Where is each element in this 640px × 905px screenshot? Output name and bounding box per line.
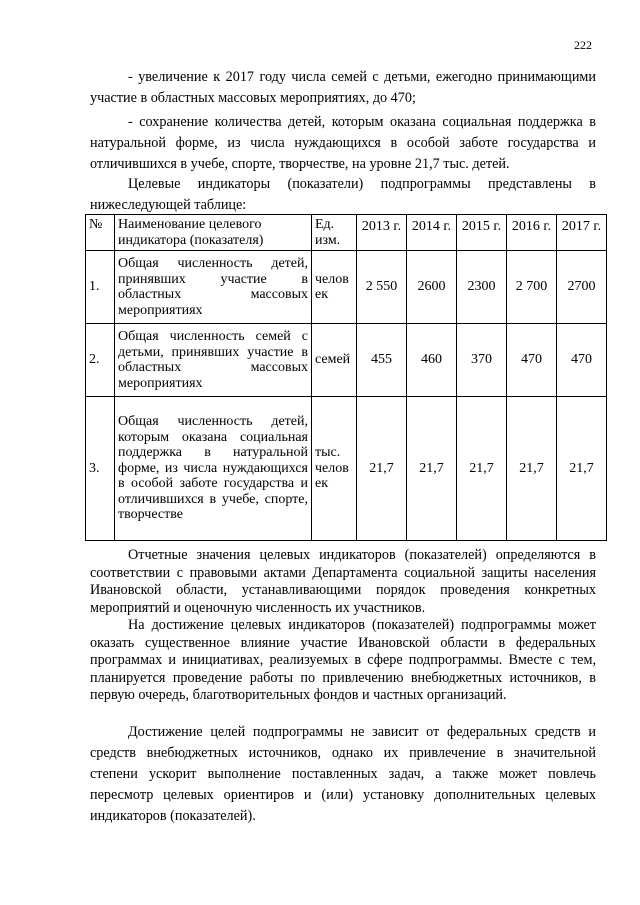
row-value-2016: 470: [507, 324, 557, 397]
row-value-2014: 460: [407, 324, 457, 397]
row-value-2017: 470: [557, 324, 607, 397]
row-value-2013: 455: [357, 324, 407, 397]
row-num: 2.: [86, 324, 115, 397]
header-name: Наименование целевого индикатора (показателя): [115, 215, 312, 251]
page-number: 222: [574, 38, 592, 52]
paragraph-families-target: - увеличение к 2017 году числа семей с детьми, ежегодно принимающими участие в областных массовых мероприятиях, до 470;: [90, 69, 596, 106]
table-row: [86, 324, 607, 397]
header-year-2014: 2014 г.: [407, 215, 457, 251]
paragraph-children-support: - сохранение количества детей, которым оказана социальная поддержка в натуральной форме, из числа нуждающихся в особой заботе государства и отличившихся в учебе, спорте, творчестве, на уровне 21,7 тыс. детей.: [90, 114, 596, 172]
row-value-2017: 21,7: [557, 397, 607, 541]
row-unit: семей: [312, 324, 357, 397]
paragraph-reporting-values: Отчетные значения целевых индикаторов (показателей) определяются в соответствии с правовыми актами Департамента социальной защиты населения Ивановской области, устанавливающими порядок проведения конкретных мероприятий и оценочную численность их участников.: [90, 547, 596, 616]
row-indicator-name: Общая численность семей с детьми, принявших участие в областных массовых мероприятиях: [115, 324, 312, 397]
header-year-2015: 2015 г.: [457, 215, 507, 251]
row-indicator-name: Общая численность детей, принявших участие в областных массовых мероприятиях: [115, 251, 312, 324]
header-year-2016: 2016 г.: [507, 215, 557, 251]
paragraph-table-intro: Целевые индикаторы (показатели) подпрограммы представлены в нижеследующей таблице:: [90, 176, 596, 213]
table-row: [86, 251, 607, 324]
paragraph-funding: Достижение целей подпрограммы не зависит от федеральных средств и средств внебюджетных источников, однако их привлечение в значительной степени ускорит выполнение поставленных задач, а также может повлечь пересмотр целевых ориентиров и (или) установку дополнительных целевых индикаторов (показателей).: [90, 724, 596, 824]
row-value-2017: 2700: [557, 251, 607, 324]
row-num: 3.: [86, 397, 115, 541]
row-unit: челов ек: [312, 251, 357, 324]
table-header-row: [86, 215, 607, 251]
row-value-2014: 21,7: [407, 397, 457, 541]
row-value-2013: 21,7: [357, 397, 407, 541]
header-num: №: [86, 215, 115, 251]
row-value-2016: 21,7: [507, 397, 557, 541]
row-value-2015: 21,7: [457, 397, 507, 541]
row-num: 1.: [86, 251, 115, 324]
row-value-2014: 2600: [407, 251, 457, 324]
row-indicator-name: Общая численность детей, которым оказана социальная поддержка в натуральной форме, из числа нуждающихся в особой заботе государства и отличившихся в учебе, спорте, творчестве: [115, 397, 312, 541]
paragraph-influence-factors: На достижение целевых индикаторов (показателей) подпрограммы может оказать существенное влияние участие Ивановской области в федеральных программах и инициативах, реализуемых в сфере подпрограммы. Вместе с тем, планируется проведение работы по привлечению внебюджетных источников, в первую очередь, благотворительных фондов и частных организаций.: [90, 617, 596, 703]
table-row: [86, 397, 607, 541]
header-unit: Ед. изм.: [312, 215, 357, 251]
row-value-2016: 2 700: [507, 251, 557, 324]
row-value-2013: 2 550: [357, 251, 407, 324]
indicators-table: [85, 214, 607, 541]
row-unit: тыс. челов ек: [312, 397, 357, 541]
row-value-2015: 2300: [457, 251, 507, 324]
row-value-2015: 370: [457, 324, 507, 397]
header-year-2013: 2013 г.: [357, 215, 407, 251]
header-year-2017: 2017 г.: [557, 215, 607, 251]
